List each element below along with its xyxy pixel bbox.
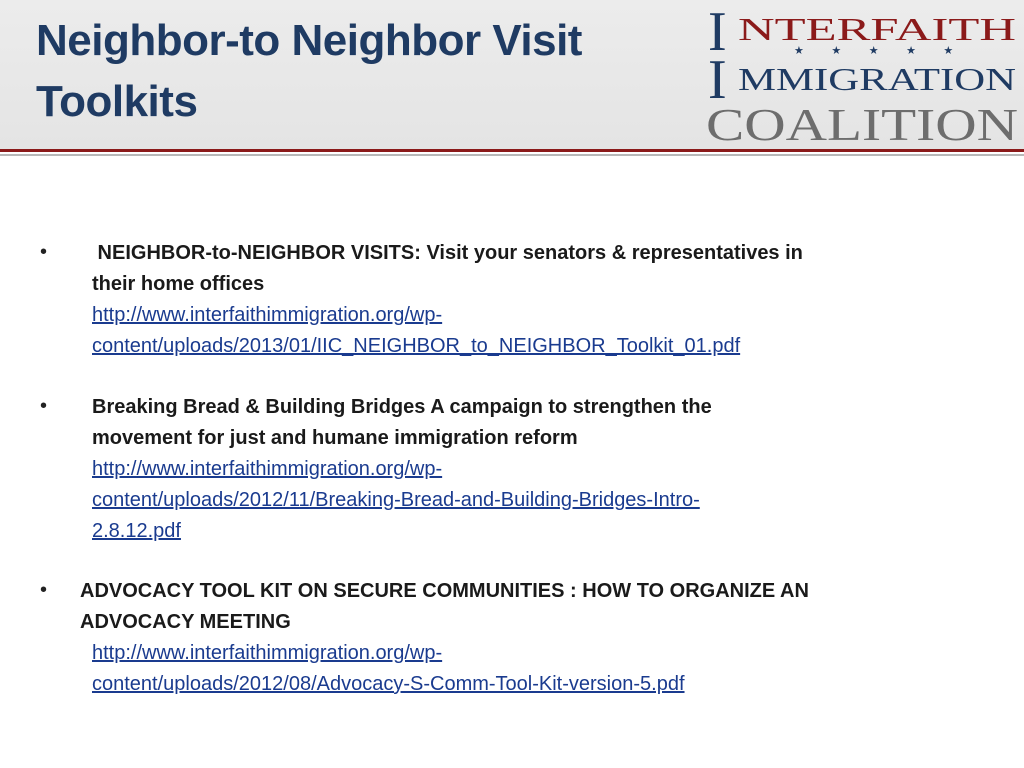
- item-2-link-line3[interactable]: 2.8.12.pdf: [92, 520, 181, 542]
- item-1-link-line1[interactable]: http://www.interfaithimmigration.org/wp-: [92, 304, 443, 326]
- bullet-marker-3: •: [40, 579, 48, 601]
- logo-stars: ★ ★ ★ ★ ★: [794, 44, 966, 57]
- item-3-link-line2[interactable]: content/uploads/2012/08/Advocacy-S-Comm-Tool-Kit-version-5.pdf: [92, 673, 685, 695]
- item-3-link-line1[interactable]: http://www.interfaithimmigration.org/wp-: [92, 642, 443, 664]
- item-2-link[interactable]: [92, 454, 700, 547]
- logo-line3: COALITION: [706, 99, 1018, 146]
- item-2-link-line2[interactable]: content/uploads/2012/11/Breaking-Bread-and-Building-Bridges-Intro-: [92, 489, 700, 511]
- item-1-link[interactable]: [92, 300, 740, 362]
- item-2-text-line1: Breaking Bread & Building Bridges A campaign to strengthen the: [92, 396, 712, 418]
- item-1-link-line2[interactable]: content/uploads/2013/01/IIC_NEIGHBOR_to_NEIGHBOR_Toolkit_01.pdf: [92, 335, 741, 357]
- bullet-marker-1: •: [40, 241, 48, 263]
- logo-line2-cap: I: [708, 49, 727, 111]
- item-1-text-line2: their home offices: [92, 273, 265, 295]
- item-1-text-line1: NEIGHBOR-to-NEIGHBOR VISITS: Visit your senators & representatives in: [92, 242, 803, 264]
- item-3-text: [80, 576, 809, 638]
- item-3-link[interactable]: [92, 638, 685, 700]
- slide-title-line1: Neighbor-to Neighbor Visit: [36, 16, 582, 65]
- item-1-text: [92, 238, 803, 300]
- item-3-text-line1: ADVOCACY TOOL KIT ON SECURE COMMUNITIES : HOW TO ORGANIZE AN: [80, 580, 809, 602]
- logo-line1-rest: NTERFAITH: [738, 11, 1016, 47]
- slide-title-line2: Toolkits: [36, 77, 198, 126]
- item-2-text-line2: movement for just and humane immigration reform: [92, 427, 578, 449]
- logo-line2-rest: MMIGRATION: [738, 61, 1016, 97]
- logo-line1-cap: I: [708, 2, 727, 63]
- item-3-text-line2: ADVOCACY MEETING: [80, 611, 291, 633]
- item-2-text: [92, 392, 712, 454]
- item-2-link-line1[interactable]: http://www.interfaithimmigration.org/wp-: [92, 458, 443, 480]
- bullet-marker-2: •: [40, 395, 48, 417]
